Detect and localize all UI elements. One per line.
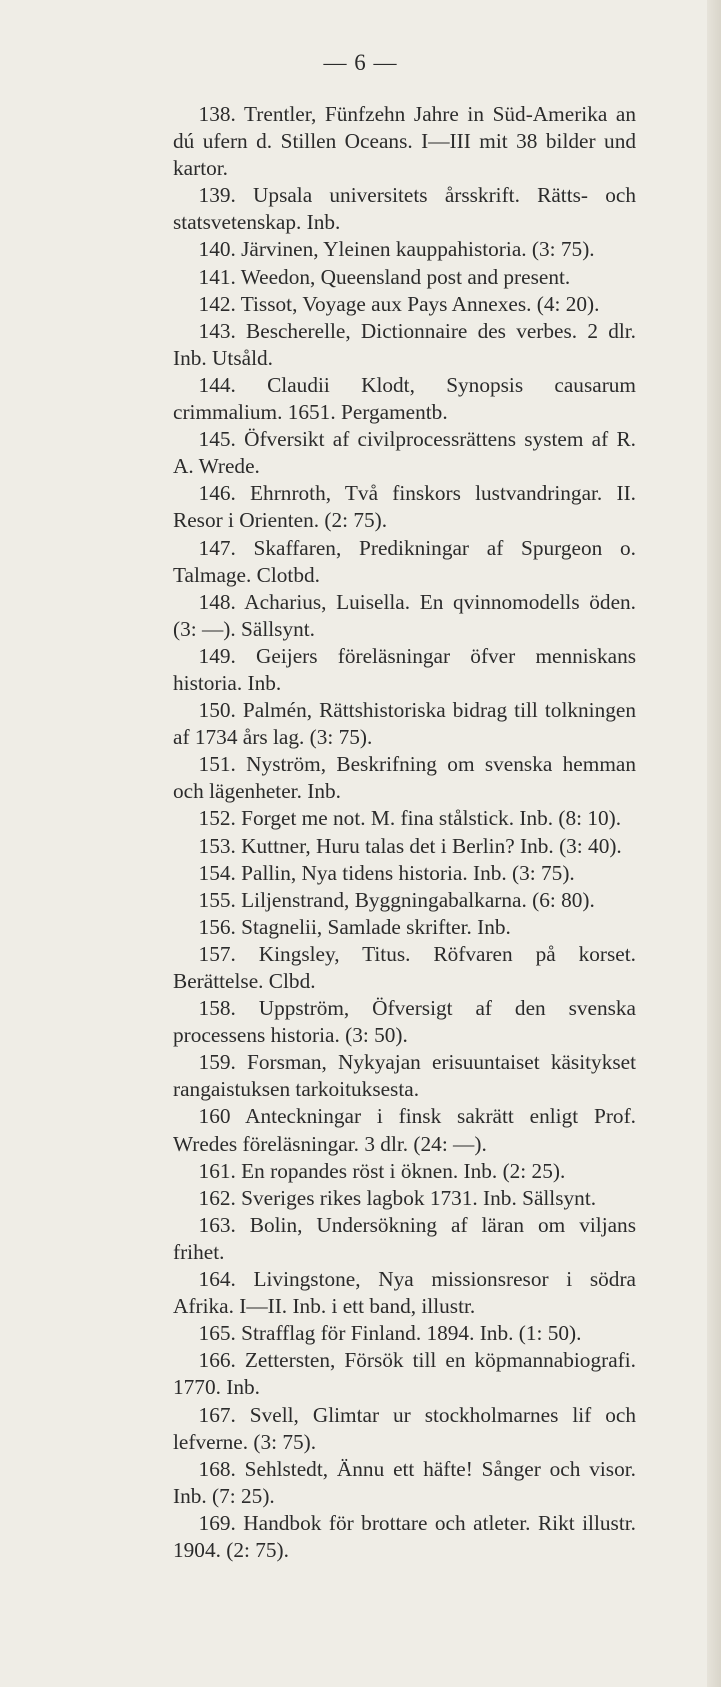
catalog-entry: 144. Claudii Klodt, Synopsis causarum crimmalium. 1651. Pergamentb. [173, 372, 636, 425]
catalog-entry: 138. Trentler, Fünfzehn Jahre in Süd-Amerika an dú ufern d. Stillen Oceans. I—III mit 38 bilder und kartor. [173, 102, 636, 181]
catalog-entry: 154. Pallin, Nya tidens historia. Inb. (3: 75). [198, 860, 575, 885]
catalog-entry: 145. Öfversikt af civilprocessrättens system af R. A. Wrede. [173, 427, 636, 479]
catalog-entry: 141. Weedon, Queensland post and present. [198, 264, 571, 289]
catalog-entry: 162. Sveriges rikes lagbok 1731. Inb. Sällsynt. [198, 1185, 597, 1210]
catalog-entry: 160 Anteckningar i finsk sakrätt enligt Prof. Wredes föreläsningar. 3 dlr. (24: —). [173, 1104, 636, 1156]
page-edge [707, 0, 721, 1687]
catalog-entry: 149. Geijers föreläsningar öfver menniskans historia. Inb. [173, 643, 636, 695]
catalog-entry: 142. Tissot, Voyage aux Pays Annexes. (4: 20). [198, 291, 600, 316]
catalog-entry: 164. Livingstone, Nya missionsresor i södra Afrika. I—II. Inb. i ett band, illustr. [173, 1267, 636, 1319]
catalog-entry: 157. Kingsley, Titus. Röfvaren på korset. Berättelse. Clbd. [173, 941, 636, 993]
catalog-entry: 150. Palmén, Rättshistoriska bidrag till tolkningen af 1734 års lag. (3: 75). [173, 698, 636, 750]
catalog-entry: 163. Bolin, Undersökning af läran om viljans frihet. [173, 1212, 636, 1264]
catalog-entry: 159. Forsman, Nykyajan erisuuntaiset käsitykset rangaistuksen tarkoituksesta. [173, 1050, 636, 1102]
catalog-entry: 169. Handbok för brottare och atleter. Rikt illustr. 1904. (2: 75). [173, 1510, 636, 1562]
catalog-entry: 158. Uppström, Öfversigt af den svenska processens historia. (3: 50). [173, 996, 636, 1048]
catalog-entry: 139. Upsala universitets årsskrift. Rätts- och statsvetenskap. Inb. [173, 183, 636, 235]
catalog-entry: 148. Acharius, Luisella. En qvinnomodells öden. (3: —). Sällsynt. [173, 589, 636, 641]
catalog-entry: 140. Järvinen, Yleinen kauppahistoria. (3: 75). [198, 237, 595, 262]
page-number: — 6 — [323, 50, 398, 75]
catalog-list [173, 101, 636, 1564]
catalog-entry: 143. Bescherelle, Dictionnaire des verbes. 2 dlr. Inb. Utsåld. [173, 318, 636, 370]
catalog-entry: 166. Zettersten, Försök till en köpmannabiografi. 1770. Inb. [173, 1348, 636, 1400]
catalog-entry: 146. Ehrnroth, Två finskors lustvandringar. II. Resor i Orienten. (2: 75). [173, 481, 636, 533]
catalog-entry: 147. Skaffaren, Predikningar af Spurgeon o. Talmage. Clotbd. [173, 535, 636, 587]
catalog-entry: 156. Stagnelii, Samlade skrifter. Inb. [198, 914, 511, 939]
catalog-entry: 155. Liljenstrand, Byggningabalkarna. (6: 80). [198, 887, 595, 912]
catalog-entry: 167. Svell, Glimtar ur stockholmarnes lif och lefverne. (3: 75). [173, 1402, 636, 1454]
catalog-entry: 151. Nyström, Beskrifning om svenska hemman och lägenheter. Inb. [173, 752, 636, 804]
catalog-entry: 165. Strafflag för Finland. 1894. Inb. (1: 50). [198, 1321, 582, 1346]
catalog-entry: 153. Kuttner, Huru talas det i Berlin? Inb. (3: 40). [198, 833, 622, 858]
catalog-entry: 152. Forget me not. M. fina stålstick. Inb. (8: 10). [198, 806, 622, 831]
catalog-entry: 168. Sehlstedt, Ännu ett häfte! Sånger och visor. Inb. (7: 25). [173, 1456, 636, 1508]
catalog-entry: 161. En ropandes röst i öknen. Inb. (2: 25). [198, 1158, 566, 1183]
